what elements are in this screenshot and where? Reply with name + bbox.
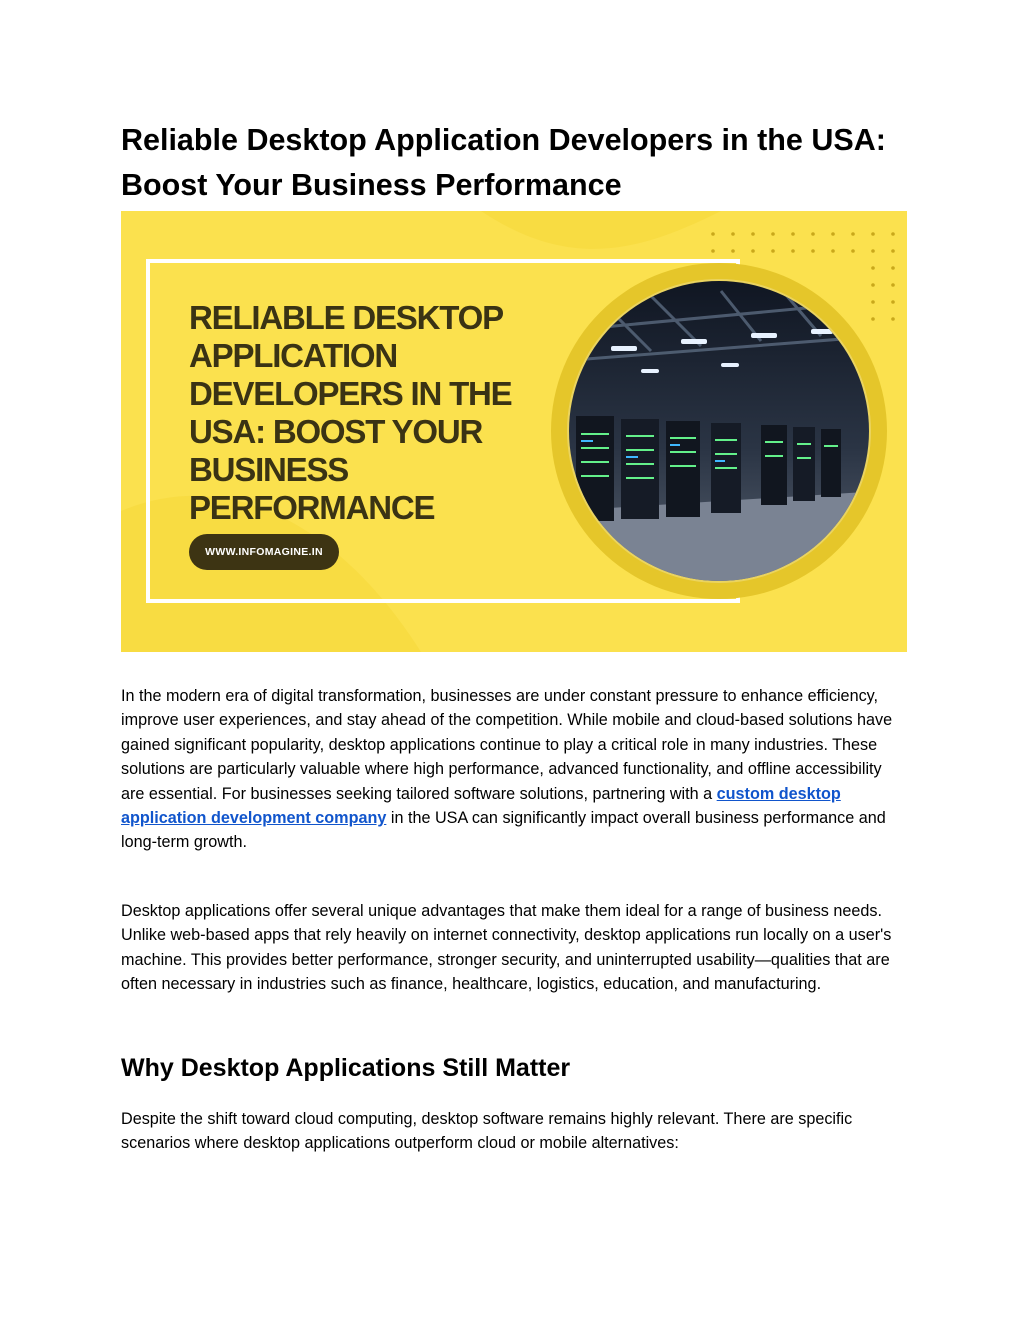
relevance-paragraph: Despite the shift toward cloud computing, desktop software remains highly relevant. There are specific scenarios where desktop applications outperform cloud or mobile alternatives: (121, 1110, 853, 1153)
intro-text-before-link: In the modern era of digital transformation, businesses are under constant pressure to enhance efficiency, improve user experiences, and stay ahead of the competition. While mobile and cloud-based solutions have gained significant popularity, desktop applications continue to play a critical role in many industries. These solutions are particularly valuable where high performance, advanced functionality, and offline accessibility are essential. For businesses seeking tailored software solutions, partnering with a (121, 687, 893, 803)
custom-desktop-app-link[interactable]: custom desktop application development company (121, 784, 841, 828)
banner-url-badge: WWW.INFOMAGINE.IN (189, 534, 339, 570)
advantages-paragraph: Desktop applications offer several unique advantages that make them ideal for a range of business needs. Unlike web-based apps that rely heavily on internet connectivity, desktop applications run locally on a user's machine. This provides better performance, stronger security, and uninterrupted usability—qualities that are often necessary in industries such as finance, healthcare, logistics, education, and manufacturing. (121, 902, 892, 994)
document-title: Reliable Desktop Application Developers in the USA: Boost Your Business Performance (121, 123, 886, 202)
banner-headline: RELIABLE DESKTOP APPLICATION DEVELOPERS IN THE USA: BOOST YOUR BUSINESS PERFORMANCE (189, 299, 512, 526)
intro-paragraph (121, 684, 907, 855)
intro-text-after-link: in the USA can significantly impact overall business performance and long-term growth. (121, 809, 886, 852)
banner-image (121, 211, 907, 652)
section-heading: Why Desktop Applications Still Matter (121, 1054, 571, 1082)
